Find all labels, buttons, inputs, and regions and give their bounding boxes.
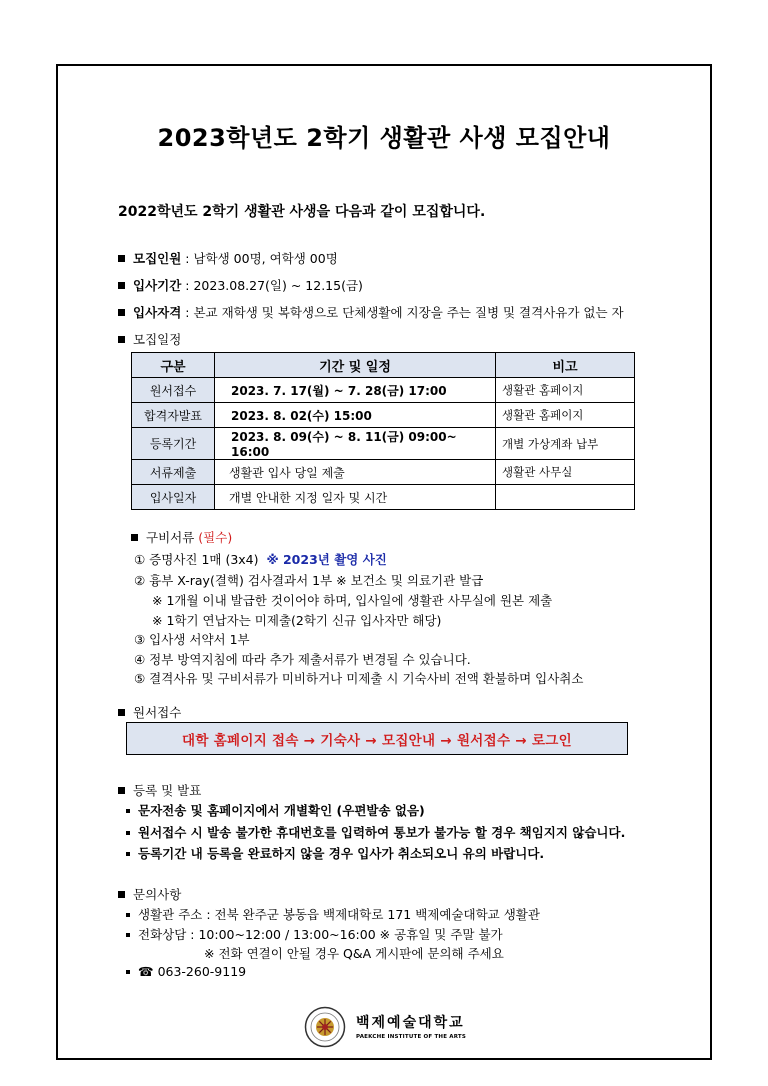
document-item-3: ③ 입사생 서약서 1부 [134, 632, 250, 647]
square-bullet-icon [118, 255, 125, 262]
qualification-value: : 본교 재학생 및 복학생으로 단체생활에 지장을 주는 질병 및 결격사유가 없는 자 [185, 305, 624, 320]
announce-item [126, 844, 544, 862]
announce-item-text: 원서접수 시 발송 불가한 휴대번호를 입력하여 통보가 불가능 할 경우 책임지지 않습니다. [138, 825, 626, 840]
photo-note: ※ 2023년 촬영 사진 [266, 552, 387, 567]
table-row [132, 403, 635, 428]
contact-hours [126, 925, 503, 943]
page-title: 2023학년도 2학기 생활관 사생 모집안내 [157, 124, 611, 152]
square-bullet-icon [118, 282, 125, 289]
document-item-2-sub-1: ※ 1개월 이내 발급한 것이어야 하며, 입사일에 생활관 사무실에 원본 제출 [152, 593, 553, 608]
apply-heading [118, 703, 181, 721]
category-cell: 원서접수 [132, 378, 215, 403]
announce-heading [118, 781, 201, 799]
qualification-line [118, 303, 624, 321]
note-cell: 개별 가상계좌 납부 [496, 428, 635, 460]
contact-hours-note: ※ 전화 연결이 안될 경우 Q&A 게시판에 문의해 주세요 [204, 946, 504, 961]
table-header-row [132, 353, 635, 378]
square-bullet-icon [118, 709, 125, 716]
contact-heading [118, 885, 181, 903]
required-tag: (필수) [198, 530, 233, 545]
intro-text: 2022학년도 2학기 생활관 사생을 다음과 같이 모집합니다. [118, 204, 486, 220]
square-bullet-icon [131, 534, 138, 541]
university-emblem-icon [304, 1006, 346, 1048]
recruit-label: 모집인원 [133, 251, 182, 266]
schedule-label: 모집일정 [133, 332, 182, 347]
schedule-table [131, 352, 635, 510]
table-row [132, 428, 635, 460]
recruit-value: : 남학생 00명, 여학생 00명 [185, 251, 338, 266]
recruit-line [118, 249, 338, 267]
bullet-icon [126, 831, 130, 835]
date-cell: 개별 안내한 지정 일자 및 시간 [215, 485, 496, 510]
schedule-heading [118, 330, 181, 348]
bullet-icon [126, 913, 130, 917]
phone-number: 063-260-9119 [157, 964, 247, 979]
note-cell: 생활관 사무실 [496, 460, 635, 485]
announce-item-text: 등록기간 내 등록을 완료하지 않을 경우 입사가 취소되오니 유의 바랍니다. [138, 846, 545, 861]
table-row [132, 485, 635, 510]
column-header: 비고 [496, 353, 635, 378]
announce-item [126, 801, 425, 819]
date-cell: 2023. 8. 02(수) 15:00 [215, 403, 496, 428]
square-bullet-icon [118, 787, 125, 794]
date-cell: 2023. 8. 09(수) ~ 8. 11(금) 09:00~ 16:00 [215, 428, 496, 460]
date-cell: 2023. 7. 17(월) ~ 7. 28(금) 17:00 [215, 378, 496, 403]
contact-address [126, 905, 540, 923]
documents-heading [131, 528, 232, 546]
period-label: 입사기간 [133, 278, 182, 293]
contact-label: 문의사항 [133, 887, 182, 902]
document-item-4: ④ 정부 방역지침에 따라 추가 제출서류가 변경될 수 있습니다. [134, 652, 471, 667]
bullet-icon [126, 933, 130, 937]
column-header: 구분 [132, 353, 215, 378]
date-cell: 생활관 입사 당일 제출 [215, 460, 496, 485]
category-cell: 서류제출 [132, 460, 215, 485]
document-item-5: ⑤ 결격사유 및 구비서류가 미비하거나 미제출 시 기숙사비 전액 환불하며 입사취소 [134, 671, 584, 686]
announce-item-text: 문자전송 및 홈페이지에서 개별확인 (우편발송 없음) [138, 803, 425, 818]
table-row [132, 378, 635, 403]
phone-icon: ☎ [138, 964, 154, 979]
document-item-1 [134, 550, 387, 568]
address-text: 생활관 주소 : 전북 완주군 봉동읍 백제대학로 171 백제예술대학교 생활관 [138, 907, 540, 922]
category-cell: 합격자발표 [132, 403, 215, 428]
square-bullet-icon [118, 891, 125, 898]
university-name: 백제예술대학교 [356, 1015, 465, 1031]
period-value: : 2023.08.27(일) ~ 12.15(금) [185, 278, 363, 293]
announce-label: 등록 및 발표 [133, 783, 202, 798]
apply-path-box: 대학 홈페이지 접속 → 기숙사 → 모집안내 → 원서접수 → 로그인 [126, 722, 628, 755]
contact-phone [126, 964, 246, 979]
table-row [132, 460, 635, 485]
category-cell: 입사일자 [132, 485, 215, 510]
apply-label: 원서접수 [133, 705, 182, 720]
column-header: 기간 및 일정 [215, 353, 496, 378]
qualification-label: 입사자격 [133, 305, 182, 320]
note-cell: 생활관 홈페이지 [496, 378, 635, 403]
category-cell: 등록기간 [132, 428, 215, 460]
document-item-text: ① 증명사진 1매 (3x4) [134, 552, 259, 567]
bullet-icon [126, 809, 130, 813]
university-name-en: PAEKCHE INSTITUTE OF THE ARTS [356, 1034, 467, 1040]
note-cell [496, 485, 635, 510]
documents-label: 구비서류 [146, 530, 195, 545]
square-bullet-icon [118, 336, 125, 343]
bullet-icon [126, 970, 130, 974]
hours-text: 전화상담 : 10:00~12:00 / 13:00~16:00 ※ 공휴일 및 주말 불가 [138, 927, 503, 942]
document-item-2: ② 흉부 X-ray(결핵) 검사결과서 1부 ※ 보건소 및 의료기관 발급 [134, 573, 484, 588]
announce-item [126, 823, 625, 841]
bullet-icon [126, 852, 130, 856]
note-cell: 생활관 홈페이지 [496, 403, 635, 428]
period-line [118, 276, 363, 294]
document-item-2-sub-2: ※ 1학기 연납자는 미제출(2학기 신규 입사자만 해당) [152, 613, 442, 628]
university-logo-text [356, 1012, 466, 1040]
square-bullet-icon [118, 309, 125, 316]
